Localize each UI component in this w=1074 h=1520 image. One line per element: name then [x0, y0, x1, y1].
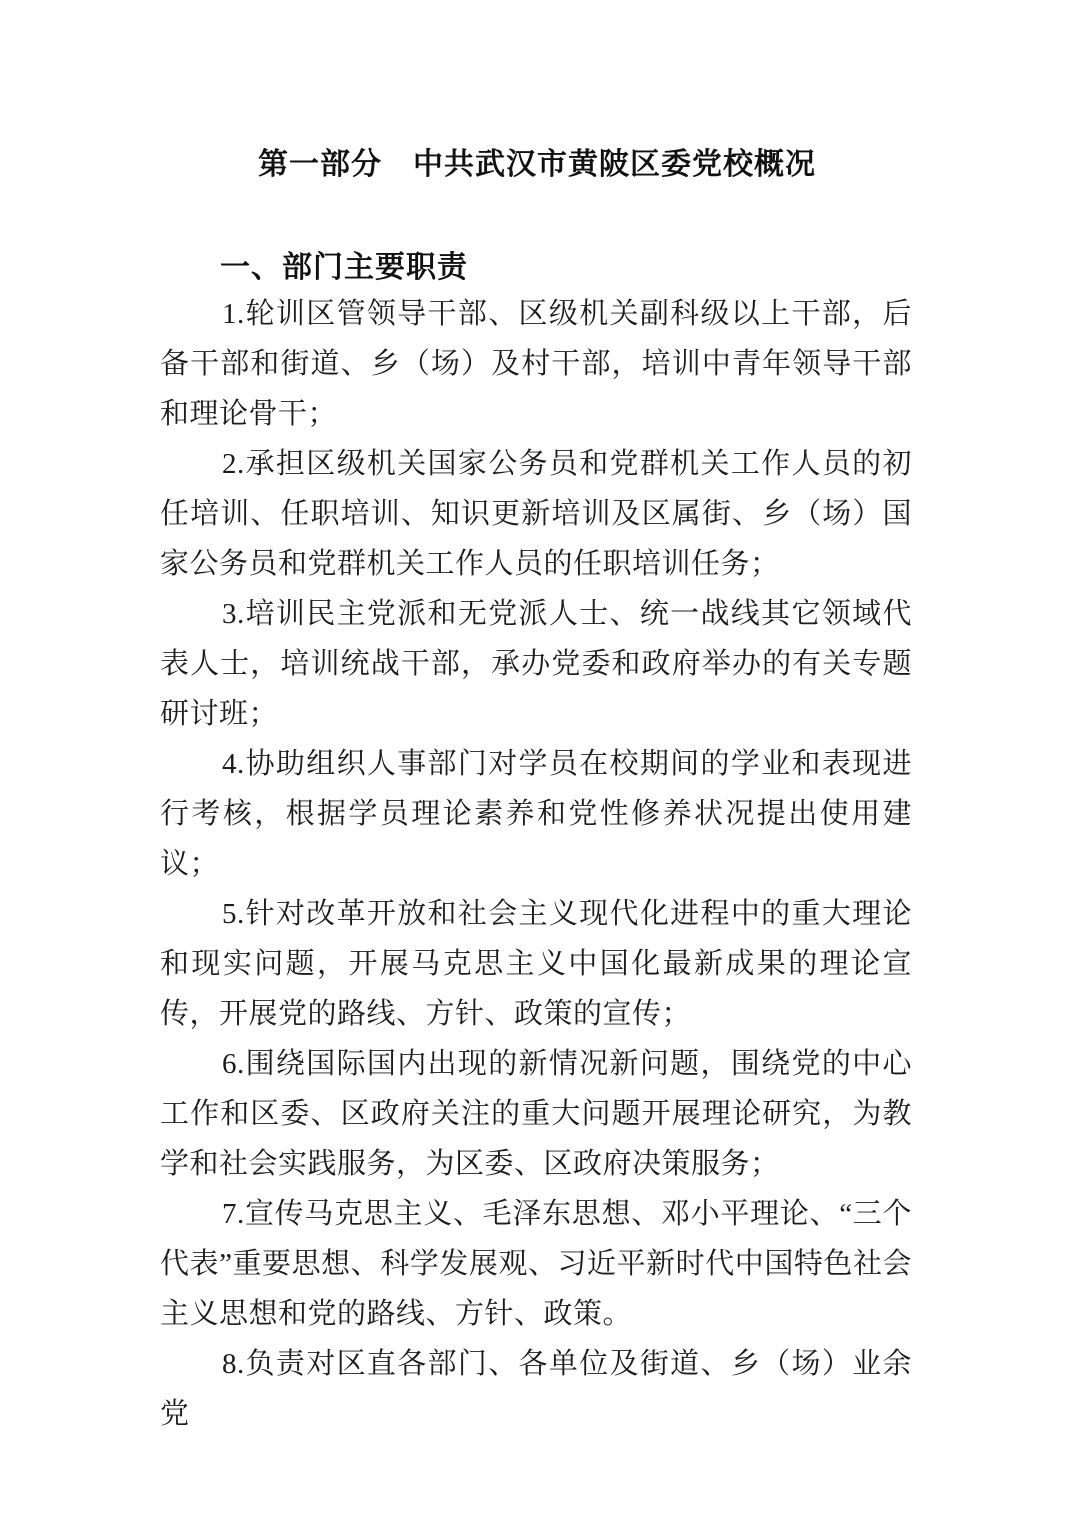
paragraph-2: 2.承担区级机关国家公务员和党群机关工作人员的初任培训、任职培训、知识更新培训及区属街、乡（场）国家公务员和党群机关工作人员的任职培训任务；	[160, 448, 912, 580]
paragraph-7: 7.宣传马克思主义、毛泽东思想、邓小平理论、“三个代表”重要思想、科学发展观、习近平新时代中国特色社会主义思想和党的路线、方针、政策。	[160, 1198, 912, 1330]
document-title: 第一部分 中共武汉市黄陂区委党校概况	[258, 148, 816, 181]
paragraph-8: 8.负责对区直各部门、各单位及街道、乡（场）业余党	[160, 1348, 912, 1430]
paragraph-6: 6.围绕国际国内出现的新情况新问题，围绕党的中心工作和区委、区政府关注的重大问题开展理论研究，为教学和社会实践服务，为区委、区政府决策服务；	[160, 1048, 912, 1180]
paragraph-5: 5.针对改革开放和社会主义现代化进程中的重大理论和现实问题，开展马克思主义中国化最新成果的理论宣传，开展党的路线、方针、政策的宣传；	[160, 898, 912, 1030]
section-heading: 一、部门主要职责	[220, 251, 468, 284]
document-body	[160, 289, 912, 1439]
paragraph-1: 1.轮训区管领导干部、区级机关副科级以上干部，后备干部和街道、乡（场）及村干部，培训中青年领导干部和理论骨干；	[160, 298, 912, 430]
paragraph-4: 4.协助组织人事部门对学员在校期间的学业和表现进行考核，根据学员理论素养和党性修养状况提出使用建议；	[160, 748, 912, 880]
paragraph-3: 3.培训民主党派和无党派人士、统一战线其它领域代表人士，培训统战干部，承办党委和政府举办的有关专题研讨班；	[160, 598, 912, 730]
